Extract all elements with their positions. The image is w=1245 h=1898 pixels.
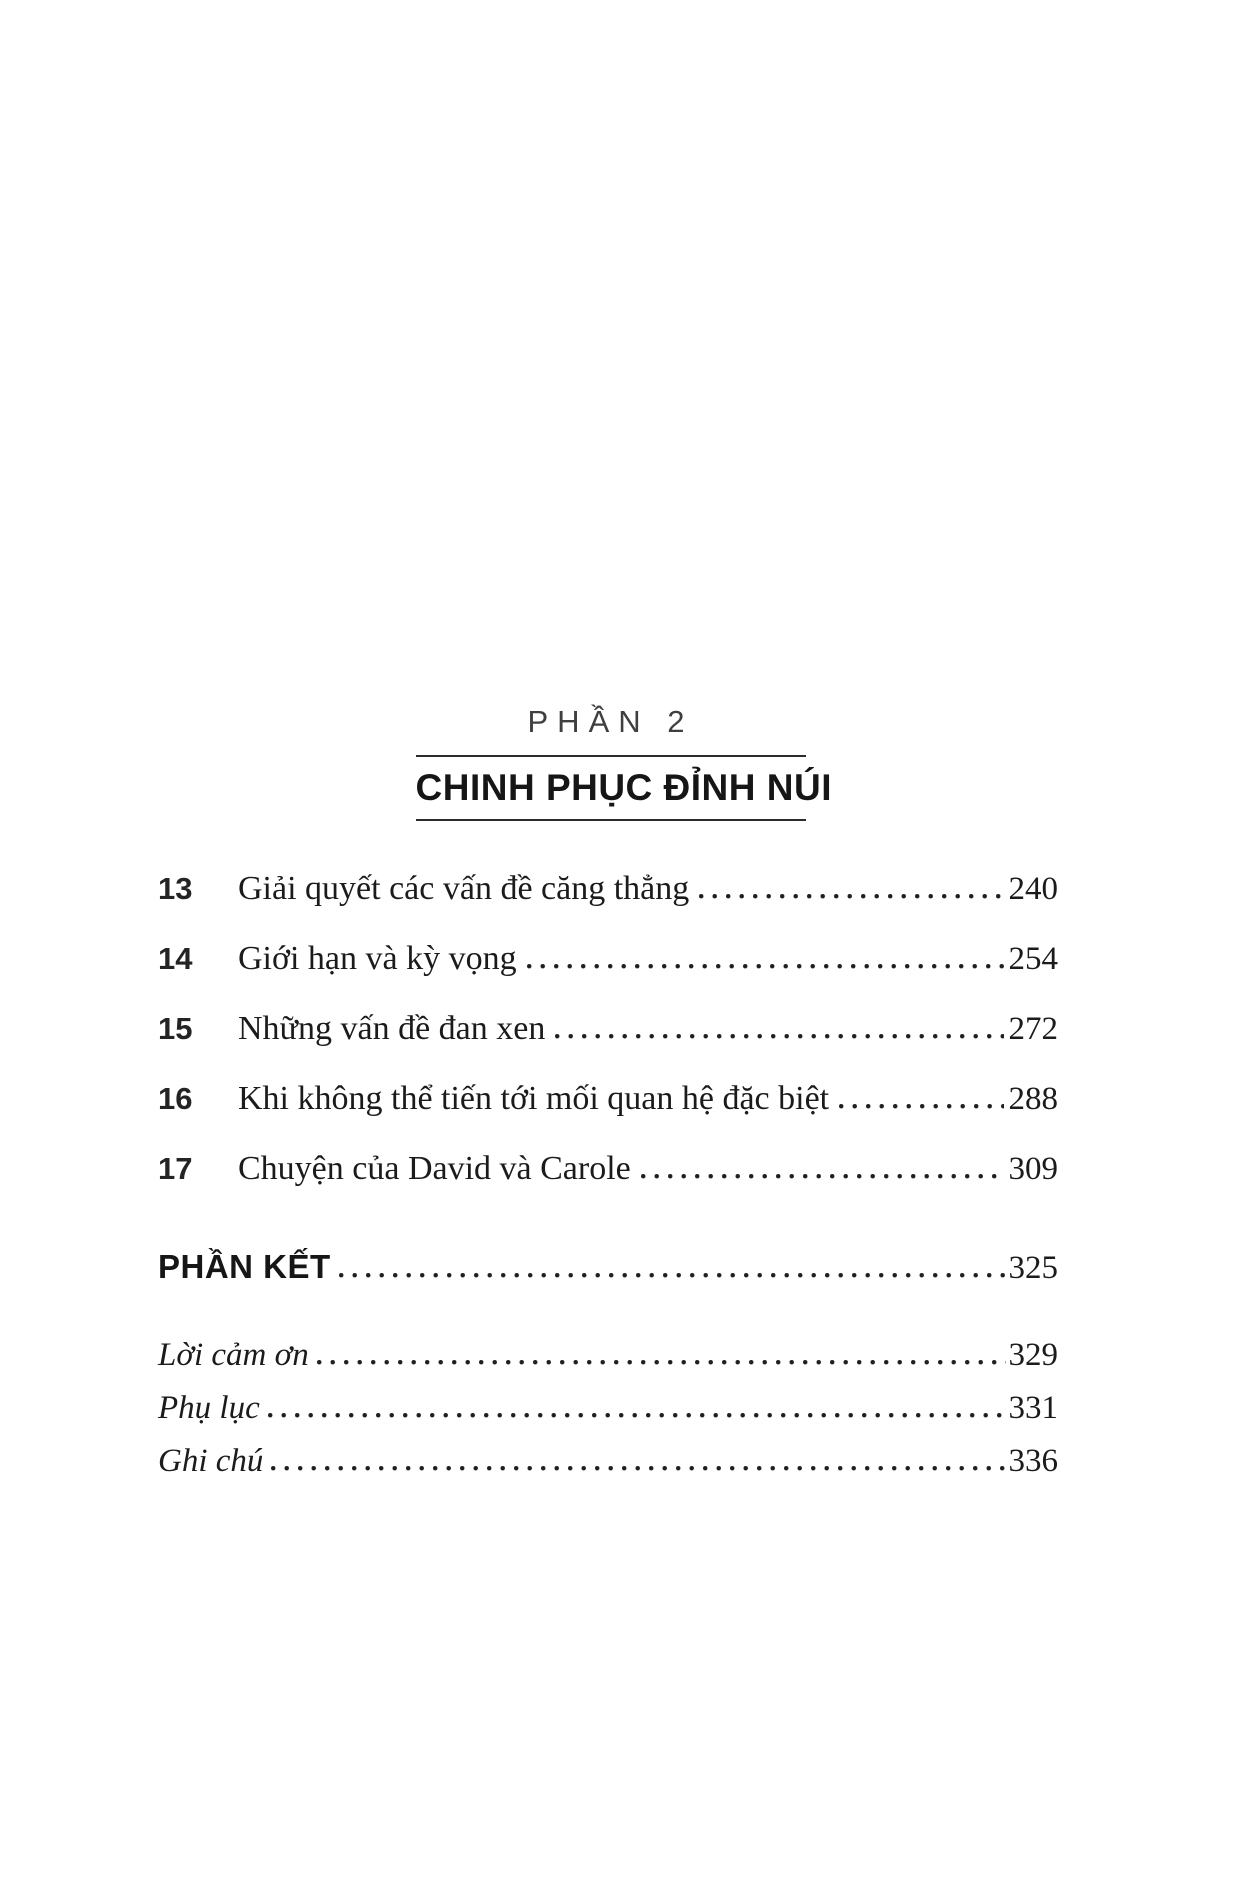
chapter-title: Giải quyết các vấn đề căng thẳng [238, 870, 690, 907]
dot-leader [555, 1034, 1003, 1039]
toc-backmatter-row [158, 1442, 1058, 1480]
dot-leader [268, 1413, 1006, 1418]
page-number: 325 [1008, 1250, 1058, 1286]
chapter-number: 14 [158, 941, 193, 976]
chapter-number: 17 [158, 1151, 193, 1186]
chapter-title: Chuyện của David và Carole [238, 1150, 631, 1187]
toc-chapter-row [158, 940, 1058, 978]
page-number: 329 [1008, 1337, 1058, 1373]
page-number: 309 [1008, 1151, 1058, 1187]
chapter-title: Những vấn đề đan xen [238, 1010, 546, 1047]
part-header [415, 704, 832, 821]
part-label: PHẦN 2 [527, 704, 694, 739]
page-number: 240 [1008, 871, 1058, 907]
epilogue-title: PHẦN KẾT [158, 1248, 331, 1285]
toc-epilogue-row [158, 1248, 1058, 1287]
table-of-contents [158, 870, 1058, 1495]
page-number: 331 [1008, 1390, 1058, 1426]
page-number: 272 [1008, 1011, 1058, 1047]
chapter-number: 13 [158, 871, 193, 906]
dot-leader [271, 1466, 1005, 1471]
dot-leader [641, 1174, 1004, 1179]
toc-chapter-row [158, 1150, 1058, 1188]
toc-backmatter-row [158, 1336, 1058, 1374]
toc-chapter-row [158, 1010, 1058, 1048]
dot-leader [339, 1273, 1006, 1278]
page-number: 288 [1008, 1081, 1058, 1117]
part-divider-bottom [416, 819, 806, 821]
chapter-number: 16 [158, 1081, 193, 1116]
chapter-number: 15 [158, 1011, 193, 1046]
dot-leader [527, 964, 1004, 969]
backmatter-title: Phụ lục [158, 1390, 260, 1426]
chapter-title: Khi không thể tiến tới mối quan hệ đặc biệt [238, 1080, 830, 1117]
dot-leader [699, 894, 1003, 899]
chapter-title: Giới hạn và kỳ vọng [238, 940, 517, 977]
toc-backmatter-row [158, 1389, 1058, 1427]
backmatter-title: Ghi chú [158, 1443, 264, 1479]
dot-leader [317, 1360, 1006, 1365]
dot-leader [839, 1104, 1003, 1109]
toc-chapter-row [158, 1080, 1058, 1118]
page-number: 254 [1008, 941, 1058, 977]
toc-chapter-row [158, 870, 1058, 908]
page-number: 336 [1008, 1443, 1058, 1479]
backmatter-title: Lời cảm ơn [158, 1337, 309, 1373]
part-title: CHINH PHỤC ĐỈNH NÚI [415, 767, 832, 808]
